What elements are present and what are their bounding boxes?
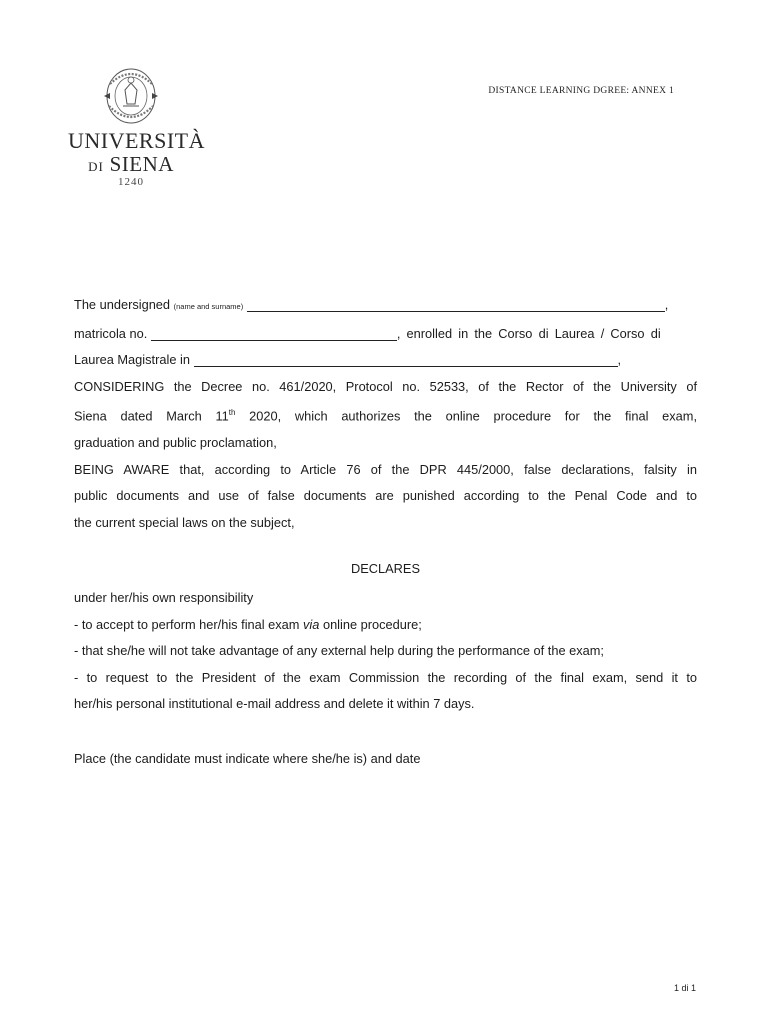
laurea-line bbox=[74, 347, 697, 374]
declaration-item-1 bbox=[74, 612, 697, 639]
item1-via: via bbox=[303, 616, 320, 632]
name-surname-field[interactable] bbox=[247, 297, 665, 312]
logo-siena-word bbox=[68, 152, 194, 177]
matricola-line bbox=[74, 321, 697, 348]
page-number: 1 di 1 bbox=[673, 983, 696, 993]
university-logo bbox=[68, 66, 205, 188]
annex-label: DISTANCE LEARNING DGREE: ANNEX 1 bbox=[488, 86, 674, 96]
logo-year: 1240 bbox=[118, 176, 144, 188]
undersigned-label: The undersigned bbox=[74, 297, 171, 312]
laurea-magistrale-label: Laurea Magistrale in bbox=[74, 352, 190, 368]
matricola-field[interactable] bbox=[151, 326, 397, 341]
logo-di-word: DI bbox=[88, 159, 104, 174]
comma: , bbox=[617, 352, 622, 368]
considering-line-1: CONSIDERING the Decree no. 461/2020, Protocol no. 52533, of the Rector of the University of bbox=[74, 378, 697, 394]
intro-paragraph bbox=[74, 292, 697, 537]
name-surname-hint: (name and surname) bbox=[173, 302, 244, 311]
declaration-item-3-line-2: her/his personal institutional e-mail address and delete it within 7 days. bbox=[74, 696, 475, 712]
superscript-th: th bbox=[228, 408, 236, 418]
aware-line-1: BEING AWARE that, according to Article 76 of the DPR 445/2000, false declarations, falsity in bbox=[74, 461, 697, 477]
considering-line-2 bbox=[74, 400, 697, 430]
place-date-line: Place (the candidate must indicate where she/he is) and date bbox=[74, 751, 421, 766]
declarations-list bbox=[74, 585, 697, 718]
considering-line-3: graduation and public proclamation, bbox=[74, 435, 277, 451]
logo-university-word: UNIVERSITÀ bbox=[68, 128, 205, 153]
declaration-item-3-line-1: - to request to the President of the exam Commission the recording of the final exam, send it to bbox=[74, 669, 697, 685]
responsibility-line: under her/his own responsibility bbox=[74, 590, 254, 605]
aware-line-3: the current special laws on the subject, bbox=[74, 515, 295, 531]
item1-text-end: online procedure; bbox=[319, 616, 422, 632]
aware-line-2: public documents and use of false documents are punished according to the Penal Code and to bbox=[74, 488, 697, 504]
logo-name: SIENA bbox=[109, 152, 174, 176]
declares-heading: DECLARES bbox=[351, 561, 420, 576]
university-seal-icon bbox=[96, 66, 166, 126]
declaration-item-2: - that she/he will not take advantage of any external help during the performance of the exam; bbox=[74, 643, 604, 659]
matricola-label: matricola no. bbox=[74, 325, 148, 341]
degree-course-field[interactable] bbox=[194, 352, 618, 367]
enrolled-text: , enrolled in the Corso di Laurea / Corso di bbox=[396, 325, 661, 341]
comma: , bbox=[664, 297, 669, 312]
considering-text-b: 2020, which authorizes the online procedure for the final exam, bbox=[235, 408, 697, 424]
undersigned-line bbox=[74, 292, 697, 321]
item1-text: - to accept to perform her/his final exam bbox=[74, 616, 304, 632]
considering-text-a: Siena dated March 11 bbox=[74, 408, 229, 424]
